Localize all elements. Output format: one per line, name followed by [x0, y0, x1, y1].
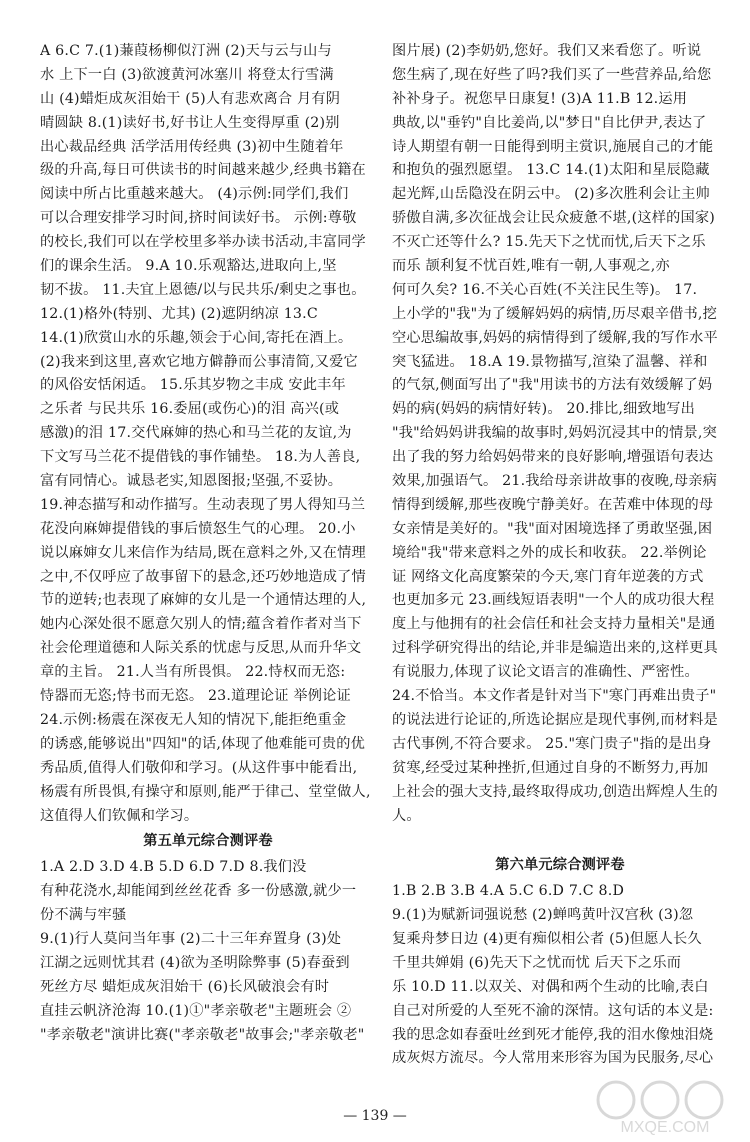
- answer-line: 章的主旨。 21.人当有所畏惧。 22.恃权而无恣:: [40, 664, 346, 681]
- answer-line: 妈的病(妈妈的病情好转)。 20.排比,细致地写出: [392, 401, 696, 418]
- answer-line: 效果,加强语气。 21.我给母亲讲故事的夜晚,母亲病: [392, 473, 718, 490]
- answer-line: 的诱惑,能够说出"四知"的话,体现了他难能可贵的优: [40, 735, 366, 752]
- answer-line: 节的逆转;也表现了麻婶的女儿是一个通情达理的人,: [40, 592, 367, 609]
- answer-line: 份不满与牢骚: [40, 907, 127, 924]
- page-number: — 139 —: [343, 1108, 407, 1124]
- answer-line: 度上与他拥有的社会信任和社会支持力量相关"是通: [392, 616, 716, 633]
- answer-line: 的说法进行论证的,所选论据应是现代事例,而材料是: [392, 711, 718, 728]
- answer-line: 乐 10.D 11.以双关、对偶和两个生动的比喻,表白: [392, 978, 709, 995]
- answer-line: 何可久矣? 16.不关心百姓(不关注民生等)。 17.: [392, 281, 698, 298]
- right-answer-column: [392, 40, 728, 1071]
- answer-line: 人。: [392, 807, 421, 824]
- answer-line: 千里共婵娟 (6)先天下之忧而忧 后天下之乐而: [392, 954, 682, 971]
- answer-line: 12.(1)格外(特别、尤其) (2)遮阴纳凉 13.C: [40, 305, 318, 322]
- answer-line: 图片展) (2)李奶奶,您好。我们又来看您了。听说: [392, 43, 702, 59]
- answer-line: 也更加多元 23.画线短语表明"一个人的成功很大程: [392, 592, 715, 609]
- answer-line: 上小学的"我"为了缓解妈妈的病情,历尽艰辛借书,挖: [392, 305, 718, 322]
- answer-line: 的气氛,侧面写出了"我"用读书的方法有效缓解了妈: [392, 377, 713, 394]
- answer-line: 诗人期望有朝一日能得到明主赏识,施展自己的才能: [392, 138, 714, 155]
- answer-line: 说以麻婶女儿来信作为结局,既在意料之外,又在情理: [40, 544, 366, 561]
- answer-line: 下文写马兰花不提借钱的事作铺垫。 18.为人善良,: [40, 449, 361, 466]
- answer-line: [392, 828, 728, 852]
- answer-line: 的风俗安恬闲适。 15.乐其岁物之丰成 安此丰年: [40, 377, 346, 394]
- answer-line: 花没向麻婶提借钱的事后愤怒生气的心理。 20.小: [40, 520, 356, 537]
- answer-line: A 6.C 7.(1)蒹葭杨柳似汀洲 (2)天与云与山与: [40, 43, 332, 59]
- answer-line: 直挂云帆济沧海 10.(1)①"孝亲敬老"主题班会 ②: [40, 1002, 352, 1019]
- answer-line: 们的课余生活。 9.A 10.乐观豁达,进取向上,坚: [40, 258, 337, 275]
- answer-line: 补补身子。祝您早日康复! (3)A 11.B 12.运用: [392, 90, 688, 107]
- answer-line: 您生病了,现在好些了吗?我们买了一些营养品,给您: [392, 66, 712, 83]
- answer-line: 这值得人们钦佩和学习。: [40, 807, 199, 824]
- answer-line: "我"给妈妈讲我编的故事时,妈妈沉浸其中的情景,突: [392, 425, 718, 442]
- answer-line: 阅读中所占比重越来越大。 (4)示例:同学们,我们: [40, 186, 349, 203]
- answer-line: 可以合理安排学习时间,挤时间读好书。 示例:尊敬: [40, 210, 357, 227]
- answer-line: 24.不恰当。本文作者是针对当下"寒门再难出贵子": [392, 688, 717, 705]
- answer-line: 而乐 颉利复不忧百姓,唯有一朝,人事观之,亦: [392, 258, 670, 275]
- answer-line: 9.(1)为赋新词强说愁 (2)蝉鸣黄叶汉宫秋 (3)忽: [392, 907, 694, 924]
- answer-line: 1.A 2.D 3.D 4.B 5.D 6.D 7.D 8.我们没: [40, 859, 307, 876]
- answer-line: 杨震有所畏惧,有操守和原则,能严于律己、堂堂做人,: [40, 783, 371, 800]
- answer-line: 成灰烬方流尽。今人常用来形容为国为民服务,尽心: [392, 1050, 714, 1067]
- answer-line: 不灭亡还等什么? 15.先天下之忧而忧,后天下之乐: [392, 234, 706, 251]
- answer-line: 上社会的强大支持,最终取得成功,创造出辉煌人生的: [392, 783, 718, 800]
- answer-line: 古代事例,不符合要求。 25."寒门贵子"指的是出身: [392, 735, 712, 752]
- answer-line: 过科学研究得出的结论,并非是编造出来的,这样更具: [392, 640, 718, 657]
- answer-line: 级的升高,每日可供读书的时间越来越少,经典书籍在: [40, 162, 366, 179]
- answer-line: 水 上下一白 (3)欲渡黄河冰塞川 将登太行雪满: [40, 66, 334, 83]
- answer-line: 空心思编故事,妈妈的病情得到了缓解,我的写作水平: [392, 329, 718, 346]
- answer-line: 14.(1)欣赏山水的乐趣,领会于心间,寄托在酒上。: [40, 329, 353, 346]
- answer-line: 之中,不仅呼应了故事留下的悬念,还巧妙地造成了情: [40, 568, 366, 585]
- answer-line: 境给"我"带来意料之外的成长和收获。 22.举例论: [392, 544, 707, 561]
- answer-line: 起光辉,山岳隐没在阴云中。 (2)多次胜利会让主帅: [392, 186, 710, 203]
- answer-line: 9.(1)行人莫问当年事 (2)二十三年弃置身 (3)处: [40, 930, 342, 947]
- answer-line: 她内心深处很不愿意欠别人的情;蕴含着作者对当下: [40, 616, 362, 633]
- answer-line: 出心裁品经典 活学活用传经典 (3)初中生随着年: [40, 138, 344, 155]
- answer-line: 证 网络文化高度繁荣的今天,寒门育年逆袭的方式: [392, 568, 704, 585]
- answer-line: 典故,以"垂钓"自比姜尚,以"梦日"自比伊尹,表达了: [392, 114, 707, 131]
- section-title: 第六单元综合测评卷: [495, 857, 625, 874]
- answer-line: 死丝方尽 蜡炬成灰泪始干 (6)长风破浪会有时: [40, 978, 330, 995]
- answer-line: 1.B 2.B 3.B 4.A 5.C 6.D 7.C 8.D: [392, 883, 625, 900]
- answer-line: "孝亲敬老"演讲比赛("孝亲敬老"故事会;"孝亲敬老": [40, 1026, 365, 1043]
- answer-line: 女亲情是美好的。"我"面对困境选择了勇敢坚强,困: [392, 520, 713, 537]
- answer-line: 社会伦理道德和人际关系的忧虑与反思,从而升华文: [40, 640, 362, 657]
- watermark-text: MXQE.COM: [620, 1119, 710, 1136]
- answer-line: 我的思念如春蚕吐丝到死才能停,我的泪水像烛泪烧: [392, 1026, 714, 1043]
- answer-line: 有种花浇水,却能闻到丝丝花香 多一份感激,就少一: [40, 883, 357, 900]
- answer-line: 情得到缓解,那些夜晚宁静美好。在苦难中体现的母: [392, 496, 714, 513]
- answer-line: 贫寒,经受过某种挫折,但通过自身的不断努力,再加: [392, 759, 709, 776]
- answer-line: 山 (4)蜡炬成灰泪始干 (5)人有悲欢离合 月有阴: [40, 90, 341, 107]
- answer-line: 之乐者 与民共乐 16.委屈(或伤心)的泪 高兴(或: [40, 401, 340, 418]
- mxqe-watermark-icon: [590, 1078, 740, 1136]
- answer-line: 出了我的努力给妈妈带来的良好影响,增强语句表达: [392, 449, 714, 466]
- answer-line: 骄傲自满,多次征战会让民众疲惫不堪,(这样的国家): [392, 210, 716, 227]
- section-title: 第五单元综合测评卷: [143, 833, 273, 850]
- answer-line: 江湖之远则忧其君 (4)欲为圣明除弊事 (5)春蚕到: [40, 954, 350, 971]
- answer-line: 和抱负的强烈愿望。 13.C 14.(1)太阳和星辰隐藏: [392, 162, 710, 179]
- left-answer-column: [40, 40, 376, 1047]
- answer-line: 突飞猛进。 18.A 19.景物描写,渲染了温馨、祥和: [392, 353, 708, 370]
- answer-line: 感激)的泪 17.交代麻婶的热心和马兰花的友谊,为: [40, 425, 352, 442]
- answer-line: 自己对所爱的人至死不渝的深情。这句话的本义是:: [392, 1002, 714, 1019]
- answer-line: 有说服力,体现了议论文语言的准确性、严密性。: [392, 664, 699, 681]
- answer-line: 复乘舟梦日边 (4)更有痴似相公者 (5)但愿人长久: [392, 930, 702, 947]
- answer-line: (2)我来到这里,喜欢它地方僻静而公事清简,又爱它: [40, 353, 358, 370]
- answer-line: 恃器而无恣;恃书而无恣。 23.道理论证 举例论证: [40, 688, 351, 705]
- answer-line: 秀品质,值得人们敬仰和学习。(从这件事中能看出,: [40, 759, 358, 776]
- answer-line: 韧不拔。 11.夫宜上恩德/以与民共乐/剩史之事也。: [40, 281, 366, 298]
- answer-line: 的校长,我们可以在学校里多举办读书活动,丰富同学: [40, 234, 366, 251]
- answer-line: 富有同情心。诚恳老实,知恩图报;坚强,不妥协。: [40, 473, 343, 490]
- answer-line: 晴圆缺 8.(1)读好书,好书让人生变得厚重 (2)别: [40, 114, 340, 131]
- answer-line: 19.神态描写和动作描写。生动表现了男人得知马兰: [40, 496, 366, 513]
- answer-line: 24.示例:杨震在深夜无人知的情况下,能拒绝重金: [40, 711, 347, 728]
